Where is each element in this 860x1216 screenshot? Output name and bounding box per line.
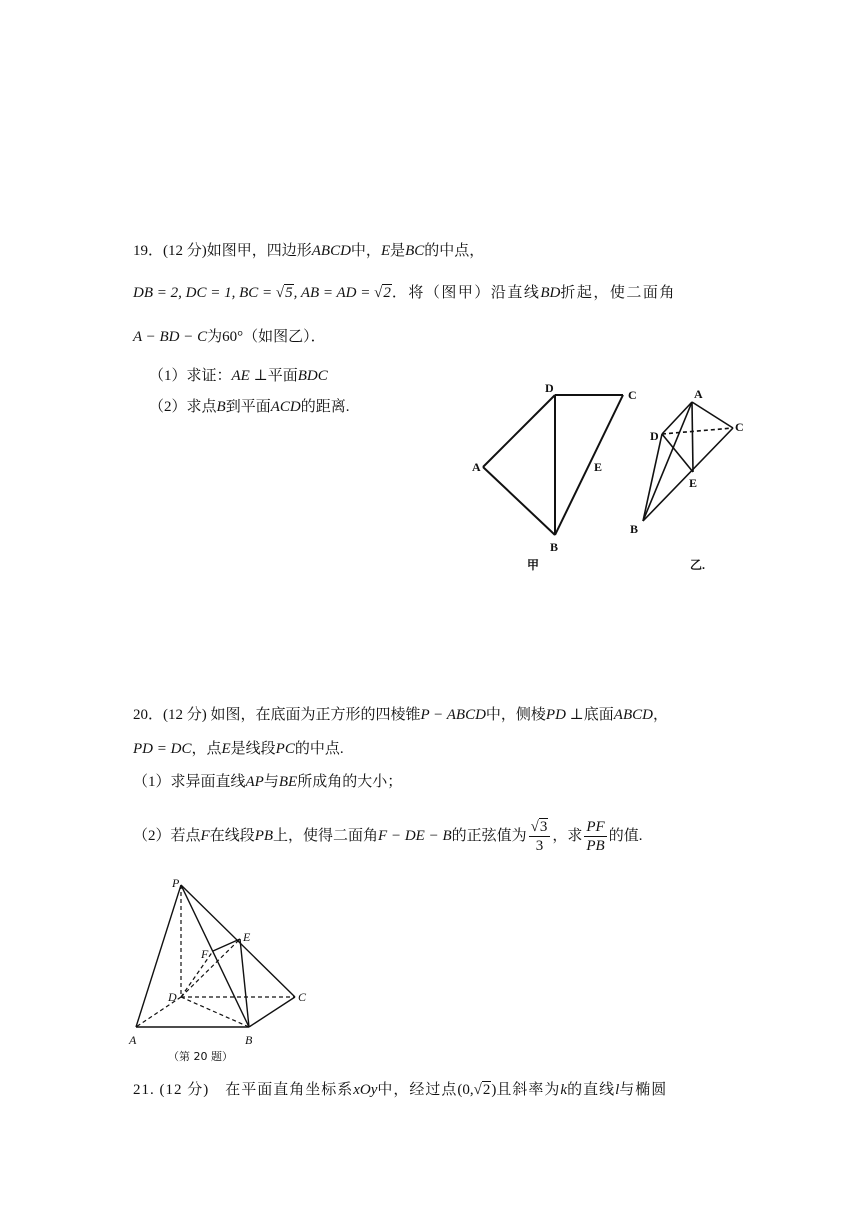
sqrt2-radicand: 2 [383, 285, 391, 301]
q21-mid3: 的直线 [567, 1082, 616, 1098]
yi-label-c: C [735, 420, 744, 434]
yi-label-a: A [694, 387, 703, 401]
q21-point-b: ) [491, 1082, 497, 1098]
q20-part2-b: F [200, 828, 210, 844]
q20-part2-e: 上，使得二面角 [273, 828, 379, 844]
edge-fe [213, 939, 240, 951]
sqrt5-expr: √5 [275, 285, 293, 301]
q21-mid4: 与椭圆 [619, 1082, 668, 1098]
q21-xoy: xOy [353, 1082, 378, 1098]
q21-l: l [615, 1082, 620, 1098]
q20-part2-d: PB [254, 828, 274, 844]
q20-part1-c: 与 [263, 774, 279, 790]
q19-cond-f: （如图乙）． [243, 329, 326, 345]
q21-line1 [133, 1080, 667, 1100]
q20-part2-g: 的正弦值为 [451, 828, 527, 844]
jia-label-a: A [472, 460, 481, 474]
edge-eb [240, 939, 249, 1027]
sqrt2-expr: √2 [374, 285, 391, 301]
yi-label-d: D [650, 429, 659, 443]
pyr-label-b: B [245, 1033, 253, 1047]
q19-cond-e: 为 [207, 329, 223, 345]
q20-l2-d: 是线段 [230, 741, 276, 757]
q19-part1-b: AE ⊥ [231, 368, 268, 384]
q20-abcd: ABCD [613, 707, 653, 723]
fraction-sqrt3-over-3: $\frac{√3}{3}$ [529, 818, 551, 855]
q19-cond-d: 折起，使二面角 [560, 285, 676, 301]
q19-part1-c: 平面 [267, 368, 298, 384]
q20-l2-a: PD = DC [133, 741, 192, 757]
q19-cond-b: , AB = AD = [293, 285, 375, 301]
q21-head: 21. (12 分) 在平面直角坐标系 [133, 1082, 354, 1098]
pyr-label-a: A [129, 1033, 137, 1047]
yi-label-b: B [630, 522, 639, 536]
q20-part2-c: 在线段 [209, 828, 255, 844]
q21-mid1: 中，经过点 [377, 1082, 458, 1098]
q20-mid2: 底面 [583, 707, 614, 723]
jia-caption: 甲 [527, 558, 540, 572]
jia-label-e: E [594, 460, 603, 474]
q19-part1-a: （1）求证： [149, 368, 232, 384]
edge-pa [136, 885, 181, 1027]
frac2-den: PB [586, 838, 605, 855]
q19-angle: 60° [222, 329, 244, 345]
q20-part2-i: 的值. [608, 828, 643, 844]
q19-cond-c: ．将（图甲）沿直线 [391, 285, 541, 301]
q19-mid3: 的中点， [424, 243, 485, 259]
q21-k: k [560, 1082, 568, 1098]
q20-mid1: 中，侧棱 [485, 707, 546, 723]
edge-db-hidden [181, 997, 249, 1027]
q19-part2-c: 到平面 [225, 399, 271, 415]
q19-bc: BC [405, 243, 425, 259]
q20-head: 20．(12 分) 如图，在底面为正方形的四棱锥 [133, 707, 421, 723]
q19-part2-d: ACD [270, 399, 301, 415]
q20-part1-d: BE [278, 774, 298, 790]
pyr-label-e: E [243, 930, 251, 944]
frac1-num: 3 [539, 819, 548, 836]
edge-pb [181, 885, 249, 1027]
frac2-num: PF [586, 819, 605, 836]
jia-label-d: D [545, 381, 554, 395]
pyr-label-c: C [298, 990, 307, 1004]
q20-l2-b: ，点 [191, 741, 222, 757]
q21-sqrt2: √2 [473, 1082, 491, 1098]
jia-label-c: C [628, 388, 637, 402]
q19-mid2: 是 [390, 243, 406, 259]
q20-part1-e: 所成角的大小； [297, 774, 403, 790]
sqrt5-radicand: 5 [285, 285, 293, 301]
frac1-den: 3 [535, 838, 544, 855]
q19-e: E [380, 243, 391, 259]
q19-head: 19．(12 分)如图甲，四边形 [133, 243, 312, 259]
jia-label-b: B [550, 540, 559, 554]
q20-l2-e: PC [275, 741, 295, 757]
q20-mid3: ， [652, 707, 668, 723]
q20-pyr: P − ABCD [420, 707, 486, 723]
q20-l2-c: E [221, 741, 231, 757]
pyr-label-f: F [201, 947, 209, 961]
q20-pd: PD ⊥ [545, 707, 584, 723]
q19-mid1: 中， [350, 243, 381, 259]
q21-point-a: (0, [457, 1082, 474, 1098]
q19-cond-a: DB = 2, DC = 1, BC = [133, 285, 276, 301]
q19-part2-a: （2）求点 [149, 399, 217, 415]
q19-dihedral: A − BD − C [133, 329, 208, 345]
q19-part2-e: 的距离. [300, 399, 350, 415]
yi-caption: 乙. [690, 558, 706, 572]
q20-part1-a: （1）求异面直线 [133, 774, 246, 790]
q19-bd: BD [540, 285, 561, 301]
q21-mid2: 且斜率为 [496, 1082, 561, 1098]
q19-abcd: ABCD [311, 243, 351, 259]
q20-part1-b: AP [245, 774, 264, 790]
q21-sqrt-radicand: 2 [482, 1082, 491, 1098]
q20-part2-f: F − DE − B [378, 828, 452, 844]
q20-part2-a: （2）若点 [133, 828, 201, 844]
pyr-label-p: P [172, 876, 180, 890]
q20-l2-f: 的中点. [294, 741, 344, 757]
q19-part2-b: B [216, 399, 226, 415]
edge-bc [249, 997, 295, 1027]
yi-label-e: E [689, 476, 698, 490]
pyr-label-d: D [168, 990, 177, 1004]
q19-part1-d: BDC [297, 368, 328, 384]
figure20-caption: （第 20 题） [168, 1050, 233, 1063]
q20-part2-h: ，求 [552, 828, 583, 844]
